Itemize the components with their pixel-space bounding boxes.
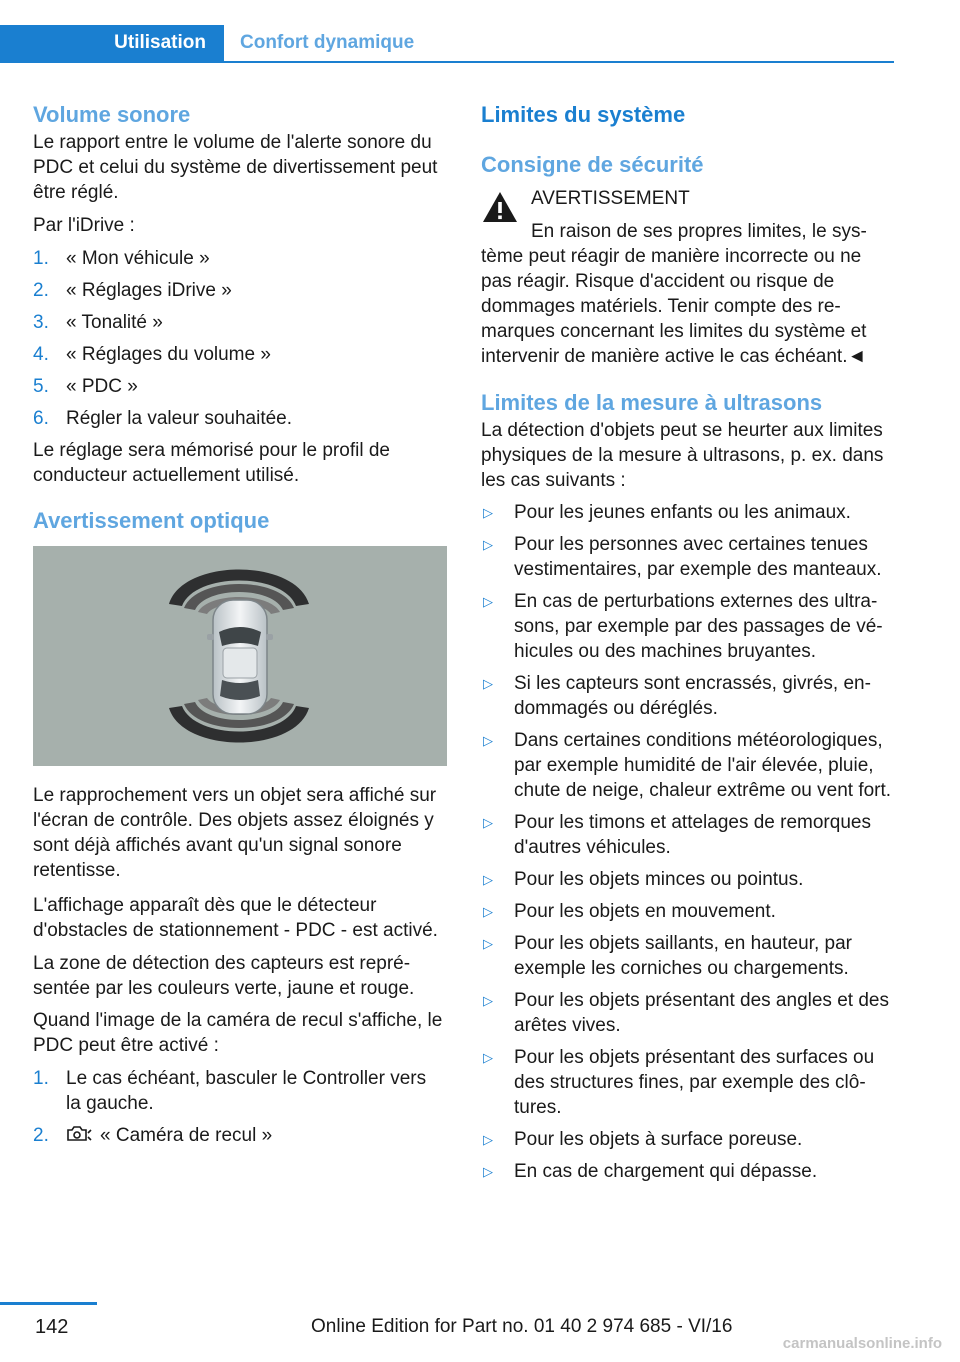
list-item [481,867,896,892]
tab-utilisation[interactable]: Utilisation [0,25,224,61]
step-item [33,1123,445,1148]
step-number: 4. [33,344,49,365]
optical-heading: Avertissement optique [33,508,270,533]
step-text: Régler la valeur souhaitée. [66,408,293,429]
list-item [481,988,896,1038]
list-item [481,810,896,860]
header-tabbar [0,25,894,63]
list-item-text: Pour les objets saillants, en hauteur, par exemple les corniches ou chargements. [514,933,852,979]
warning-label: AVERTISSEMENT [531,188,690,209]
watermark: carmanualsonline.info [782,1335,942,1352]
triangle-right-icon: ▷ [483,936,493,951]
list-item-text: Dans certaines conditions météorologiques, par exemple humidité de l'air élevée, pluie, chute de neige, chaleur extrême ou vent fort. [514,730,892,801]
profile-note: Le réglage sera mémorisé pour le profil de conducteur actuellement utilisé. [33,440,390,486]
warning-text: En raison de ses propres limites, le système peut réagir de manière incorrecte ou ne pas réagir. Risque d'accident ou risque de dommages matériels. Tenir compte des remarques concernant les limites du système et intervenir de manière active le cas échéant.◄ [481,221,867,367]
step-text: Le cas échéant, basculer le Controller vers la gauche. [66,1068,427,1114]
rear-camera-icon [66,1124,92,1144]
triangle-right-icon: ▷ [483,904,493,919]
optical-text-1: Le rapprochement vers un objet sera affiché sur l'écran de contrôle. Des objets assez éloignés y sont déjà affichés avant qu'un signal sonore retentisse. [33,785,437,881]
triangle-right-icon: ▷ [483,537,493,552]
list-item-text: Pour les personnes avec certaines tenues vestimentaires, par exemple des manteaux. [514,534,882,580]
step-item [33,310,445,335]
list-item-text: Pour les objets présentant des angles et des arêtes vives. [514,990,889,1036]
step-text: « Caméra de recul » [100,1125,273,1146]
ultrasound-heading: Limites de la mesure à ultrasons [481,390,823,415]
ultrasound-intro: La détection d'objets peut se heurter aux limites physiques de la mesure à ultrasons, p. ex. dans les cas suivants : [481,420,884,491]
safety-heading: Consigne de sécurité [481,152,704,177]
triangle-right-icon: ▷ [483,594,493,609]
triangle-right-icon: ▷ [483,676,493,691]
limits-heading: Limites du système [481,102,686,127]
right-column [481,100,896,1184]
edition-footer: Online Edition for Part no. 01 40 2 974 685 - VI/16 [311,1316,733,1337]
pdc-illustration [33,546,447,766]
camera-steps [33,1066,445,1148]
limitation-list [481,500,896,1184]
list-item-text: Pour les objets en mouvement. [514,901,776,922]
step-number: 2. [33,1125,49,1146]
triangle-right-icon: ▷ [483,993,493,1008]
optical-text-2: L'affichage apparaît dès que le détecteur d'obstacles de stationnement - PDC - est activé. [33,895,438,941]
step-item [33,1066,445,1116]
triangle-right-icon: ▷ [483,872,493,887]
step-number: 1. [33,248,49,269]
list-item [481,1159,896,1184]
page-number: 142 [35,1316,69,1338]
list-item-text: Pour les objets à surface poreuse. [514,1129,803,1150]
pdc-car-icon [33,546,447,766]
warning-block [481,186,896,211]
list-item-text: Pour les objets présentant des surfaces ou des structures fines, par exemple des clôtures. [514,1047,875,1118]
list-item-text: Pour les jeunes enfants ou les animaux. [514,502,851,523]
step-text: « Réglages du volume » [66,344,271,365]
warning-triangle-icon [481,190,519,224]
list-item-text: Pour les objets minces ou pointus. [514,869,804,890]
optical-text-4: Quand l'image de la caméra de recul s'affiche, le PDC peut être activé : [33,1010,443,1056]
triangle-right-icon: ▷ [483,733,493,748]
step-number: 5. [33,376,49,397]
list-item-text: En cas de perturbations externes des ultrasons, par exemple par des passages de véhicules ou des machines bruyantes. [514,591,883,662]
volume-heading: Volume sonore [33,102,191,127]
triangle-right-icon: ▷ [483,1132,493,1147]
list-item [481,1127,896,1152]
triangle-right-icon: ▷ [483,505,493,520]
list-item [481,931,896,981]
list-item [481,671,896,721]
list-item [481,589,896,664]
volume-text: Le rapport entre le volume de l'alerte sonore du PDC et celui du système de divertissement peut être réglé. [33,132,438,203]
step-item [33,278,445,303]
step-text: « PDC » [66,376,138,397]
step-text: « Réglages iDrive » [66,280,232,301]
list-item-text: En cas de chargement qui dépasse. [514,1161,818,1182]
step-item [33,342,445,367]
list-item [481,532,896,582]
list-item [481,500,896,525]
step-text: « Mon véhicule » [66,248,210,269]
triangle-right-icon: ▷ [483,1164,493,1179]
left-column [33,100,445,1148]
step-item [33,374,445,399]
list-item [481,728,896,803]
triangle-right-icon: ▷ [483,815,493,830]
step-number: 2. [33,280,49,301]
list-item [481,1045,896,1120]
triangle-right-icon: ▷ [483,1050,493,1065]
list-item [481,899,896,924]
step-number: 6. [33,408,49,429]
tab-confort-dynamique[interactable]: Confort dynamique [240,32,415,53]
page-number-rule [0,1302,97,1305]
step-number: 3. [33,312,49,333]
step-item [33,246,445,271]
step-number: 1. [33,1068,49,1089]
list-item-text: Pour les timons et attelages de remorques d'autres véhicules. [514,812,871,858]
step-text: « Tonalité » [66,312,163,333]
idrive-steps [33,246,445,431]
idrive-intro: Par l'iDrive : [33,215,135,236]
optical-text-3: La zone de détection des capteurs est représentée par les couleurs verte, jaune et rouge. [33,953,415,999]
step-item [33,406,445,431]
list-item-text: Si les capteurs sont encrassés, givrés, endommagés ou déréglés. [514,673,871,719]
